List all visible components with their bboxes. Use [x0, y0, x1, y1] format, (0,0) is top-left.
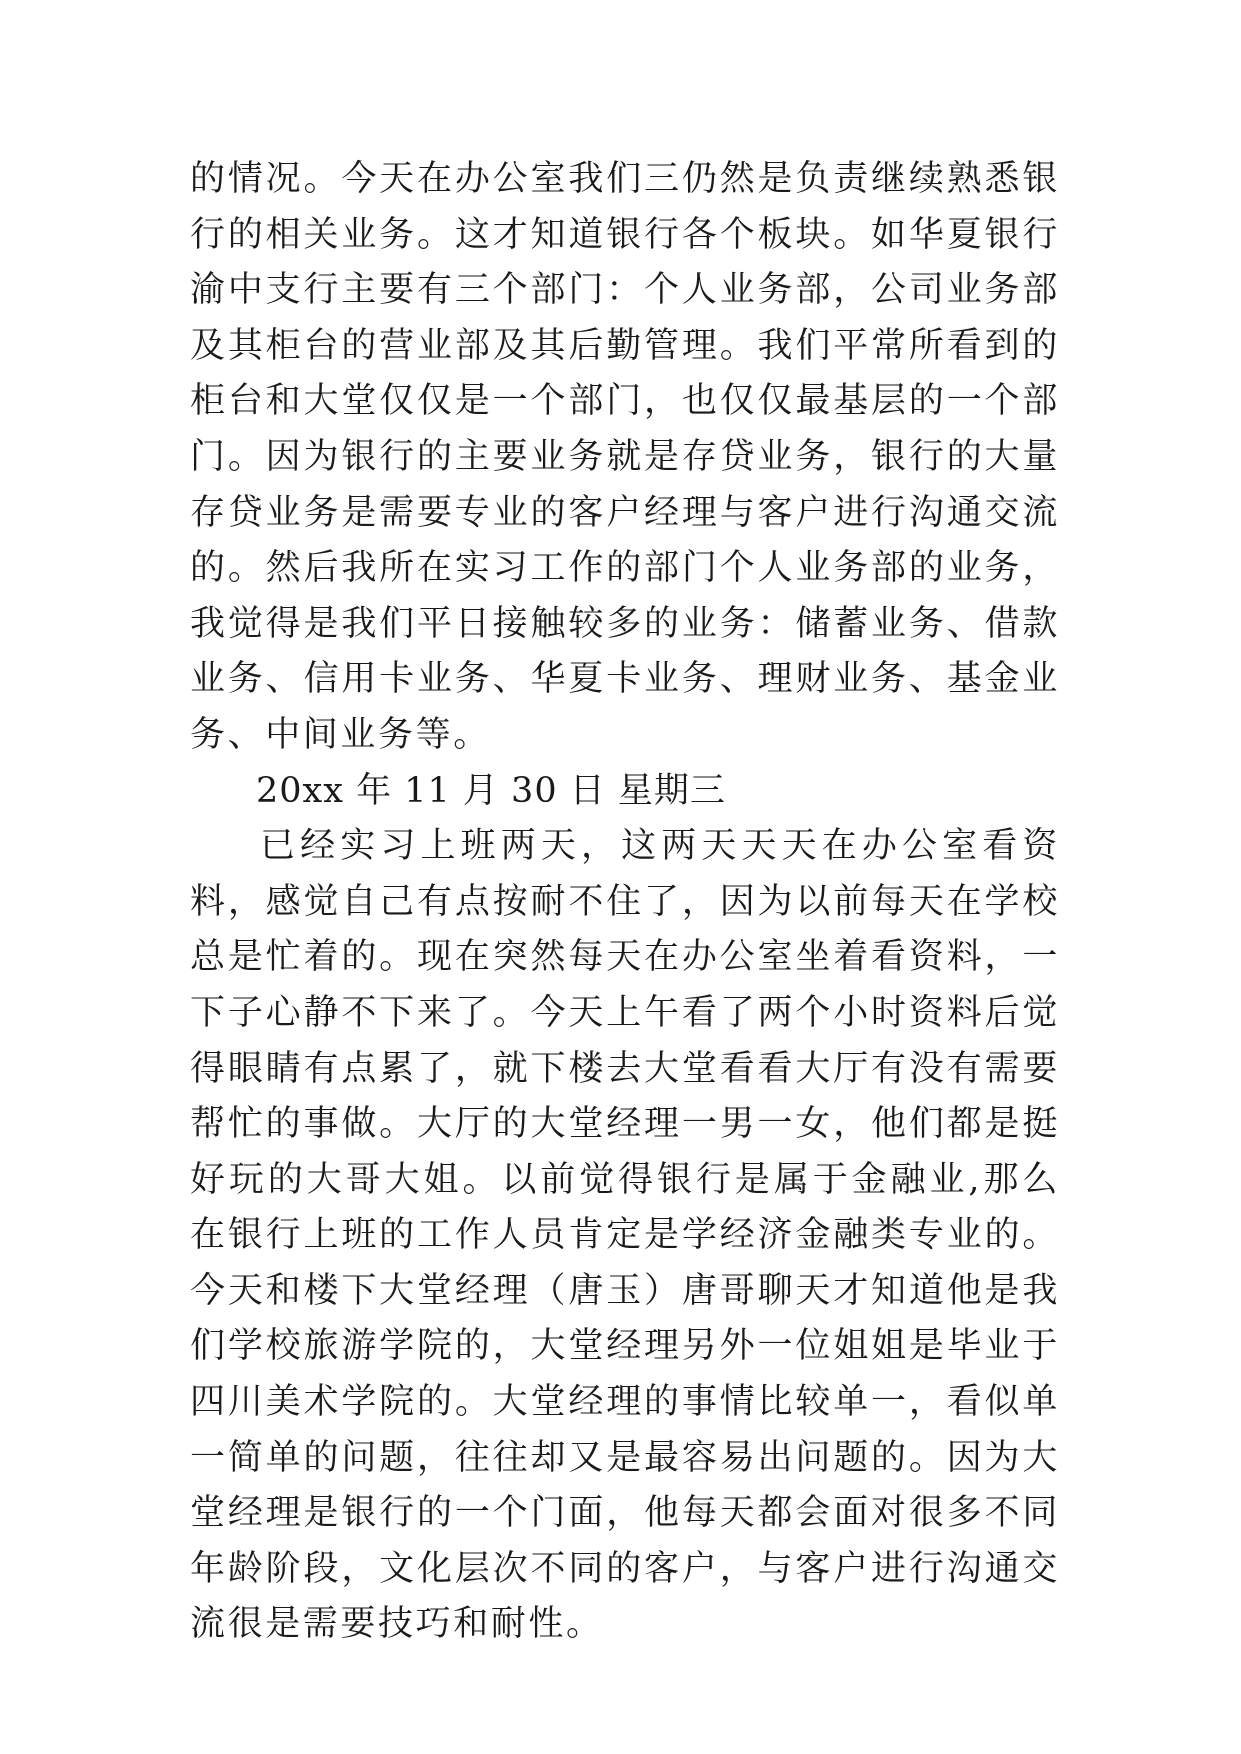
diary-date-heading: 20xx 年 11 月 30 日 星期三: [256, 770, 726, 811]
paragraph-diary-entry: 已经实习上班两天，这两天天天在办公室看资料，感觉自己有点按耐不住了，因为以前每天在学校总是忙着的。现在突然每天在办公室坐着看资料，一下子心静不下来了。今天上午看了两个小时资料后觉得眼睛有点累了，就下楼去大堂看看大厅有没有需要帮忙的事做。大厅的大堂经理一男一女，他们都是挺好玩的大哥大姐。以前觉得银行是属于金融业,那么在银行上班的工作人员肯定是学经济金融类专业的。今天和楼下大堂经理（唐玉）唐哥聊天才知道他是我们学校旅游学院的，大堂经理另外一位姐姐是毕业于四川美术学院的。大堂经理的事情比较单一，看似单一简单的问题，往往却又是最容易出问题的。因为大堂经理是银行的一个门面，他每天都会面对很多不同年龄阶段，文化层次不同的客户，与客户进行沟通交流很是需要技巧和耐性。: [190, 826, 1060, 1645]
document-body: [190, 152, 1060, 1653]
paragraph-continued: 的情况。今天在办公室我们三仍然是负责继续熟悉银行的相关业务。这才知道银行各个板块。如华夏银行渝中支行主要有三个部门：个人业务部，公司业务部及其柜台的营业部及其后勤管理。我们平常所看到的柜台和大堂仅仅是一个部门，也仅仅最基层的一个部门。因为银行的主要业务就是存贷业务，银行的大量存贷业务是需要专业的客户经理与客户进行沟通交流的。然后我所在实习工作的部门个人业务部的业务，我觉得是我们平日接触较多的业务：储蓄业务、借款业务、信用卡业务、华夏卡业务、理财业务、基金业务、中间业务等。: [190, 159, 1060, 755]
